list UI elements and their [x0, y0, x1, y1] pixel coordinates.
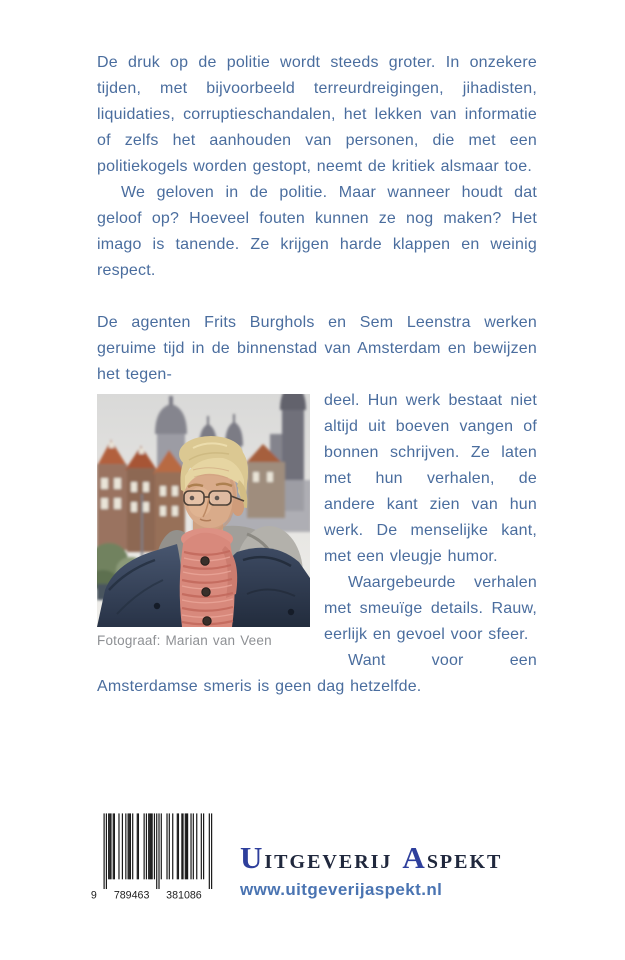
- paragraph-agents-intro: De agenten Frits Burghols en Sem Leenstra werken geruime tijd in de binnenstad van Amsterdam en bewijzen het tegen-: [97, 314, 537, 383]
- paragraph-agents-continued: deel. Hun werk bestaat niet altijd uit boeven vangen of bonnen schrijven. Ze laten met hun verhalen, de andere kant zien van hun werk. De menselijke kant, met een vleugje humor.: [324, 392, 537, 565]
- photo-caption: Fotograaf: Marian van Veen: [97, 633, 272, 648]
- paragraph-police-pressure: De druk op de politie wordt steeds groter. In onzekere tijden, met bijvoorbeeld terreurdreigingen, jihadisten, liquidaties, corruptieschandalen, het lekken van informatie of zelfs het aanhouden van personen, die met een politiekogels worden gestopt, neemt de kritiek alsmaar toe.: [97, 54, 537, 175]
- publisher-logo: [240, 842, 502, 873]
- barcode-lead-digit: 9: [90, 889, 97, 902]
- logo-rest-spekt: SPEKT: [426, 851, 503, 873]
- synopsis-text: [97, 50, 537, 700]
- logo-initial-a: A: [402, 840, 427, 875]
- cover-photo: [97, 394, 310, 627]
- photo-and-text-section: [97, 388, 537, 700]
- barcode-left-digits: 789463: [113, 889, 150, 902]
- photo-block: [97, 394, 310, 650]
- publisher-block: [240, 842, 502, 900]
- logo-initial-u: U: [240, 840, 265, 875]
- paragraph-true-stories: Waargebeurde verhalen met smeuïge details. Rauw, eerlijk en gevoel voor sfeer.: [324, 574, 537, 643]
- barcode-right-digits: 381086: [166, 889, 202, 902]
- logo-rest-itgeverij: ITGEVERIJ: [264, 851, 393, 873]
- paragraph-belief-in-police: We geloven in de politie. Maar wanneer houdt dat geloof op? Hoeveel fouten kunnen ze nog maken? Het imago is tanende. Ze krijgen harde klappen en weinig respect.: [97, 184, 537, 279]
- publisher-footer: [88, 810, 502, 906]
- publisher-website: www.uitgeverijaspekt.nl: [240, 880, 443, 899]
- paragraph-no-day-the-same: Want voor een Amsterdamse smeris is geen dag hetzelfde.: [97, 652, 537, 695]
- isbn-barcode: [88, 810, 214, 906]
